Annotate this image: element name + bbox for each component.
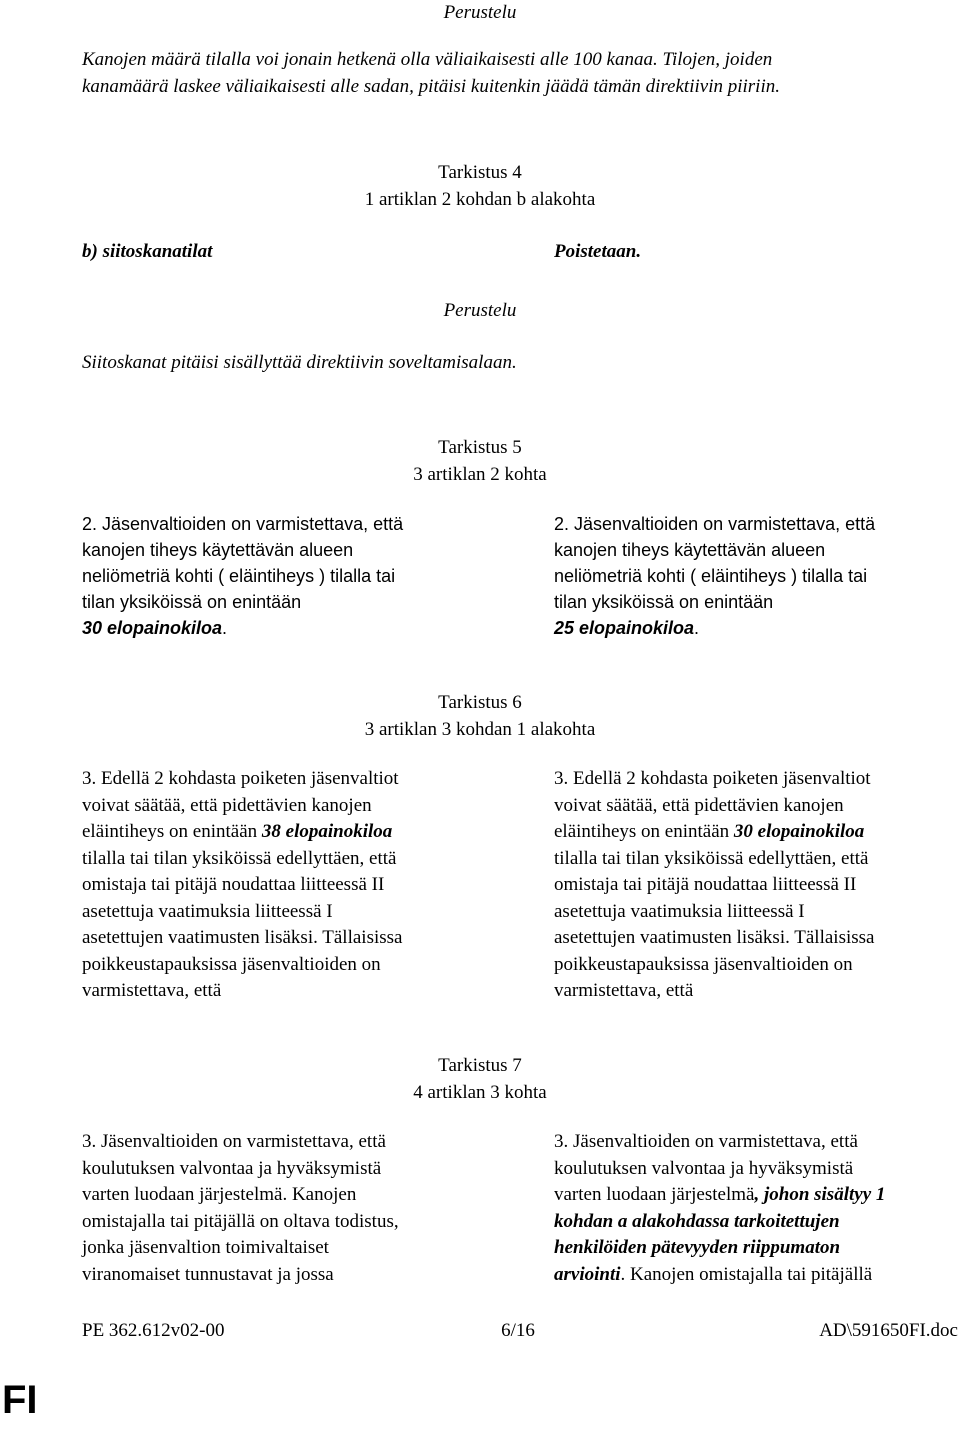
text-line: asetettuja vaatimuksia liitteessä I bbox=[554, 900, 805, 922]
text-line: tilan yksiköissä on enintään bbox=[554, 592, 774, 612]
text-tail: . bbox=[222, 618, 228, 638]
text-line bbox=[554, 1182, 954, 1209]
text-line: tilalla tai tilan yksiköissä edellyttäen, että bbox=[82, 847, 397, 869]
text-line: 2. Jäsenvaltioiden on varmistettava, että bbox=[82, 514, 404, 534]
changed-text: kohdan a alakohdassa tarkoitettujen bbox=[554, 1210, 840, 1232]
text-fragment: eläintiheys on enintään bbox=[82, 821, 262, 842]
text-line: omistajalla tai pitäjällä on oltava todistus, bbox=[82, 1210, 399, 1232]
text-fragment: varten luodaan järjestelmä bbox=[554, 1184, 755, 1205]
amendment-reference: 3 artiklan 2 kohta bbox=[413, 464, 547, 485]
footer-document-reference: PE 362.612v02-00 bbox=[82, 1320, 225, 1341]
text-line bbox=[554, 615, 954, 641]
changed-text: henkilöiden pätevyyden riippumaton bbox=[554, 1237, 841, 1258]
original-text bbox=[82, 766, 482, 1005]
text-line: 3. Jäsenvaltioiden on varmistettava, että bbox=[554, 1131, 858, 1152]
text-line: asetettujen vaatimusten lisäksi. Tällaisissa bbox=[554, 927, 875, 948]
text-line: omistaja tai pitäjä noudattaa liitteessä II bbox=[82, 874, 385, 895]
text-line bbox=[554, 1262, 954, 1289]
text-line: neliömetriä kohti ( eläintiheys ) tilalla tai bbox=[82, 566, 396, 586]
amendment-reference: 1 artiklan 2 kohdan b alakohta bbox=[364, 189, 596, 210]
text-line: 3. Edellä 2 kohdasta poiketen jäsenvaltiot bbox=[82, 768, 399, 789]
text-line: asetettuja vaatimuksia liitteessä I bbox=[82, 900, 333, 922]
justification-heading: Perustelu bbox=[443, 2, 517, 23]
text-fragment: . Kanojen omistajalla tai pitäjällä bbox=[620, 1263, 873, 1285]
changed-text: 30 elopainokiloa bbox=[733, 821, 865, 842]
text-line: tilalla tai tilan yksiköissä edellyttäen, että bbox=[554, 847, 869, 869]
justification-line: Kanojen määrä tilalla voi jonain hetkenä olla väliaikaisesti alle 100 kanaa. Tilojen, joiden bbox=[82, 49, 773, 70]
original-text bbox=[82, 511, 482, 641]
changed-text: 25 elopainokiloa bbox=[554, 618, 695, 638]
text-line: neliömetriä kohti ( eläintiheys ) tilalla tai bbox=[554, 566, 868, 586]
text-line: 3. Edellä 2 kohdasta poiketen jäsenvaltiot bbox=[554, 768, 871, 789]
amended-text bbox=[554, 1129, 954, 1288]
text-line bbox=[554, 819, 954, 846]
changed-text: 30 elopainokiloa bbox=[82, 618, 223, 638]
text-line: tilan yksiköissä on enintään bbox=[82, 592, 302, 612]
text-line: varten luodaan järjestelmä. Kanojen bbox=[82, 1184, 357, 1205]
amendment-title: Tarkistus 6 bbox=[438, 692, 522, 713]
changed-text: arviointi bbox=[554, 1263, 621, 1285]
justification-line: kanamäärä laskee väliaikaisesti alle sadan, pitäisi kuitenkin jäädä tämän direktiivin piiriin. bbox=[82, 76, 780, 97]
amended-text bbox=[554, 766, 954, 1005]
text-line bbox=[82, 819, 482, 846]
amendment-title: Tarkistus 5 bbox=[438, 437, 522, 458]
footer-file-name: AD\591650FI.doc bbox=[819, 1320, 958, 1341]
changed-text: , johon sisältyy 1 bbox=[754, 1184, 886, 1205]
text-line: voivat säätää, että pidettävien kanojen bbox=[554, 794, 844, 816]
footer-page-number: 6/16 bbox=[501, 1320, 535, 1341]
changed-text: 38 elopainokiloa bbox=[261, 821, 393, 842]
text-line: 2. Jäsenvaltioiden on varmistettava, että bbox=[554, 514, 876, 534]
text-line: koulutuksen valvontaa ja hyväksymistä bbox=[82, 1157, 382, 1179]
text-line: kanojen tiheys käytettävän alueen bbox=[554, 540, 826, 560]
amendment-reference: 3 artiklan 3 kohdan 1 alakohta bbox=[364, 719, 596, 740]
text-line: voivat säätää, että pidettävien kanojen bbox=[82, 794, 372, 816]
text-line: poikkeustapauksissa jäsenvaltioiden on bbox=[554, 953, 853, 975]
text-line: varmistettava, että bbox=[82, 980, 222, 1001]
amended-text bbox=[554, 511, 954, 641]
original-text bbox=[82, 1129, 482, 1288]
text-line: varmistettava, että bbox=[554, 980, 694, 1001]
text-line: viranomaiset tunnustavat ja jossa bbox=[82, 1263, 334, 1285]
justification-heading: Perustelu bbox=[443, 300, 517, 321]
text-fragment: eläintiheys on enintään bbox=[554, 821, 734, 842]
text-line: poikkeustapauksissa jäsenvaltioiden on bbox=[82, 953, 381, 975]
amended-text: Poistetaan. bbox=[554, 241, 642, 262]
language-mark: FI bbox=[2, 1378, 38, 1422]
text-line: asetettujen vaatimusten lisäksi. Tällaisissa bbox=[82, 927, 403, 948]
text-line: jonka jäsenvaltion toimivaltaiset bbox=[82, 1237, 329, 1258]
text-line: koulutuksen valvontaa ja hyväksymistä bbox=[554, 1157, 854, 1179]
original-text: b) siitoskanatilat bbox=[82, 241, 213, 262]
amendment-title: Tarkistus 7 bbox=[438, 1055, 522, 1076]
amendment-reference: 4 artiklan 3 kohta bbox=[413, 1082, 547, 1103]
justification-text: Siitoskanat pitäisi sisällyttää direktiivin soveltamisalaan. bbox=[82, 352, 517, 373]
text-line bbox=[82, 615, 482, 641]
amendment-title: Tarkistus 4 bbox=[438, 162, 522, 183]
text-line: kanojen tiheys käytettävän alueen bbox=[82, 540, 354, 560]
text-line: 3. Jäsenvaltioiden on varmistettava, että bbox=[82, 1131, 386, 1152]
text-line: omistaja tai pitäjä noudattaa liitteessä II bbox=[554, 874, 857, 895]
text-tail: . bbox=[694, 618, 700, 638]
